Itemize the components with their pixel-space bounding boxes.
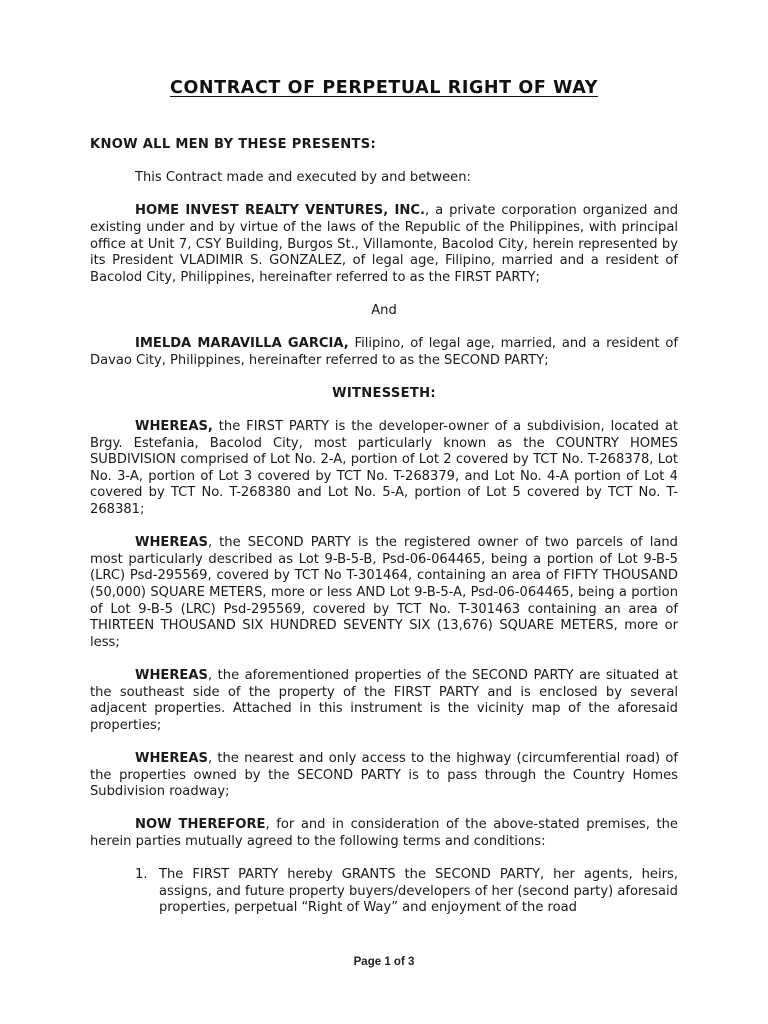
term-text: The FIRST PARTY hereby GRANTS the SECOND PARTY, her agents, heirs, assigns, and future property buyers/developers of her (second party) aforesaid properties, perpetual “Right of Way” and enjoyment of the road — [159, 867, 678, 916]
whereas-clause — [90, 751, 678, 801]
whereas-text: , the aforementioned properties of the SECOND PARTY are situated at the southeast side of the property of the FIRST PARTY and is enclosed by several adjacent properties. Attached in this instrument is the vicinity map of the aforesaid properties; — [90, 668, 678, 733]
second-party-text: Filipino, of legal age, married, and a resident of Davao City, Philippines, hereinafter referred to as the SECOND PARTY; — [90, 336, 678, 368]
second-party-name: IMELDA MARAVILLA GARCIA, — [135, 336, 349, 352]
term-number: 1. — [135, 867, 148, 883]
whereas-lead: WHEREAS — [135, 750, 208, 766]
whereas-text: the FIRST PARTY is the developer-owner of a subdivision, located at Brgy. Estefania, Bacolod City, most particularly known as the COUNTRY HOMES SUBDIVISION comprised of Lot No. 2-A, portion of Lot 2 covered by TCT No. T-268378, Lot No. 3-A, portion of Lot 3 covered by TCT No. T-268379, and Lot No. 4-A portion of Lot 4 covered by TCT No. T-268380 and Lot No. 5-A, portion of Lot 5 covered by TCT No. T-268381; — [90, 419, 678, 518]
first-party-text: , a private corporation organized and existing under and by virtue of the laws of the Republic of the Philippines, with principal office at Unit 7, CSY Building, Burgos St., Villamonte, Bacolod City, herein represented by its President VLADIMIR S. GONZALEZ, of legal age, Filipino, married and a resident of Bacolod City, Philippines, hereinafter referred to as the FIRST PARTY; — [90, 203, 679, 285]
page-footer: Page 1 of 3 — [353, 956, 415, 968]
whereas-lead: WHEREAS — [135, 668, 208, 683]
second-party-paragraph — [90, 336, 678, 369]
document-page — [90, 0, 678, 1024]
document-title: CONTRACT OF PERPETUAL RIGHT OF WAY — [170, 78, 598, 98]
term-item — [90, 867, 678, 917]
document-body — [90, 137, 678, 917]
whereas-clause — [90, 535, 678, 651]
intro-paragraph: This Contract made and executed by and between: — [135, 170, 471, 186]
now-therefore-paragraph — [90, 817, 678, 850]
and-label: And — [371, 302, 397, 318]
whereas-lead: WHEREAS — [135, 535, 208, 551]
whereas-text: , the nearest and only access to the highway (circumferential road) of the properties owned by the SECOND PARTY is to pass through the Country Homes Subdivision roadway; — [90, 750, 678, 800]
whereas-clause — [90, 668, 678, 734]
first-party-name: HOME INVEST REALTY VENTURES, INC. — [135, 203, 425, 219]
terms-list — [90, 867, 678, 917]
now-therefore-text: , for and in consideration of the above-stated premises, the herein parties mutually agreed to the following terms and conditions: — [90, 817, 678, 849]
witnesseth-heading: WITNESSETH: — [332, 385, 436, 401]
opening-heading: KNOW ALL MEN BY THESE PRESENTS: — [90, 137, 377, 152]
first-party-paragraph — [90, 203, 678, 286]
whereas-lead: WHEREAS, — [135, 419, 213, 435]
now-therefore-lead: NOW THEREFORE — [135, 817, 266, 833]
whereas-clause — [90, 419, 678, 519]
whereas-text: , the SECOND PARTY is the registered owner of two parcels of land most particularly described as Lot 9-B-5-B, Psd-06-064465, being a portion of Lot 9-B-5 (LRC) Psd-295569, covered by TCT No T-301464, containing an area of FIFTY THOUSAND (50,000) SQUARE METERS, more or less AND Lot 9-B-5-A, Psd-06-064465, being a portion of Lot 9-B-5 (LRC) Psd-295569, covered by TCT No. T-301463 containing an area of THIRTEEN THOUSAND SIX HUNDRED SEVENTY SIX (13,676) SQUARE METERS, more or less; — [90, 535, 678, 650]
